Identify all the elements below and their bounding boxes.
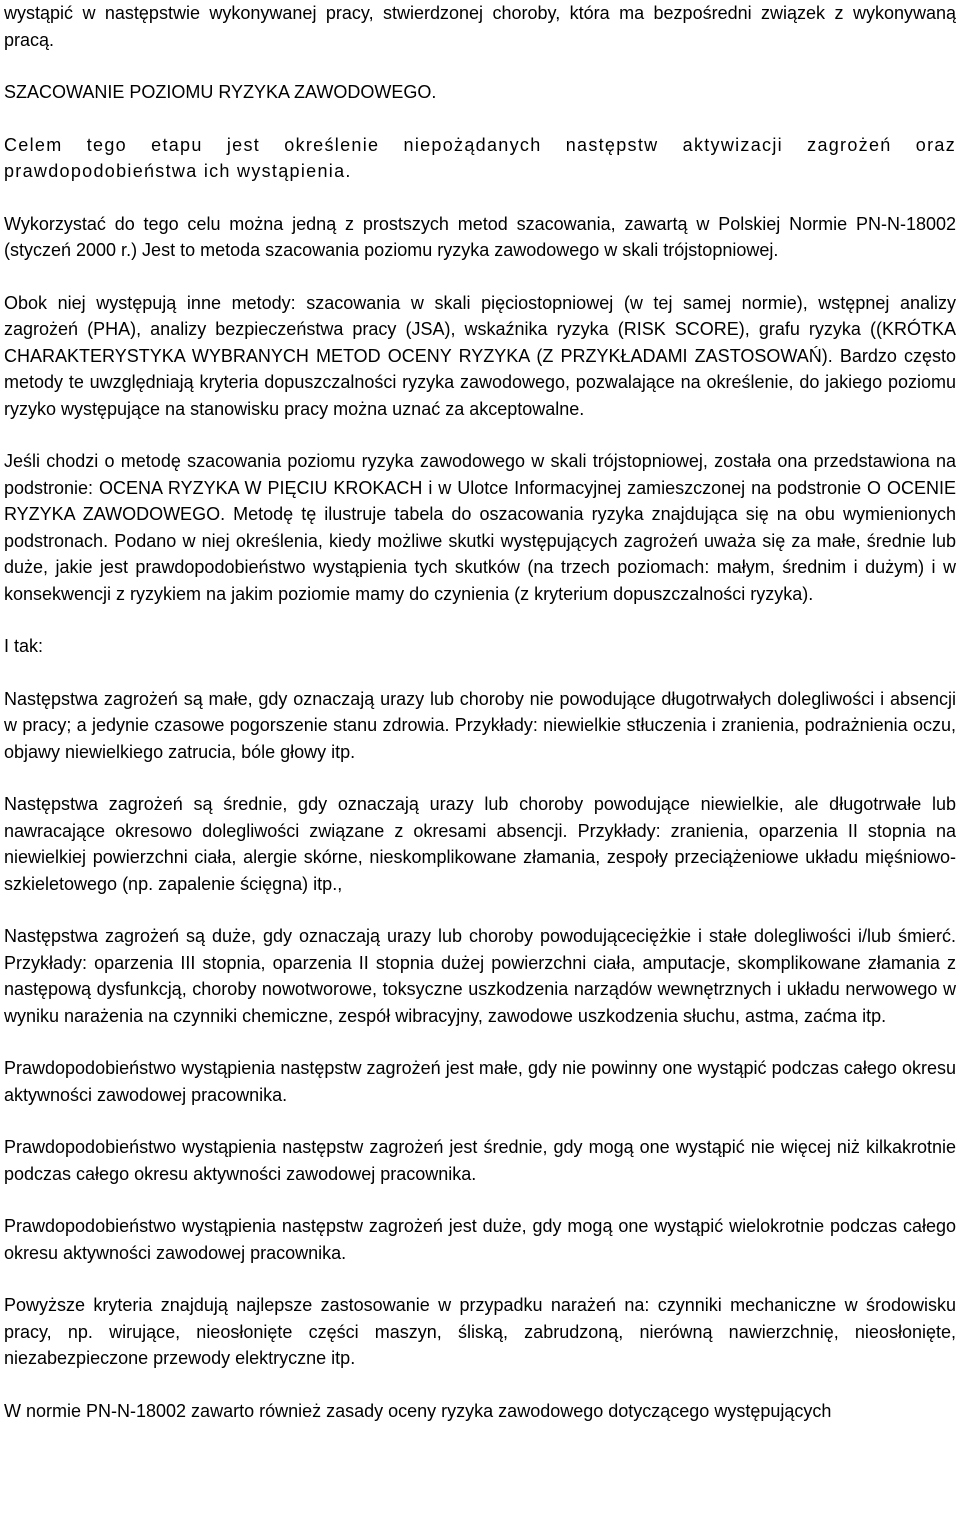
paragraph-consequences-medium: Następstwa zagrożeń są średnie, gdy oznaczają urazy lub choroby powodujące niewielkie, ale długotrwałe lub nawracające okresowo dolegliwości związane z okresami absencji. Przykłady: zranienia, oparzenia II stopnia na niewielkiej powierzchni ciała, alergie skórne, nieskomplikowane złamania, zespoły przeciążeniowe układu mięśniowo-szkieletowego (np. zapalenie ścięgna) itp.,	[4, 794, 956, 894]
paragraph-gap	[4, 264, 956, 290]
paragraph-method: Wykorzystać do tego celu można jedną z prostszych metod szacowania, zawartą w Polskiej Normie PN-N-18002 (styczeń 2000 r.) Jest to metoda szacowania poziomu ryzyka zawodowego w skali trójstopniowej.	[4, 213, 956, 260]
paragraph-gap	[4, 185, 956, 211]
section-heading: SZACOWANIE POZIOMU RYZYKA ZAWODOWEGO.	[4, 82, 437, 102]
paragraph-i-tak: I tak:	[4, 636, 44, 656]
paragraph-gap	[4, 422, 956, 448]
paragraph-standard-note: W normie PN-N-18002 zawarto również zasady oceny ryzyka zawodowego dotyczącego występujących	[4, 1400, 832, 1421]
paragraph-criteria-application: Powyższe kryteria znajdują najlepsze zastosowanie w przypadku narażeń na: czynniki mechaniczne w środowisku pracy, np. wirujące, nieosłonięte części maszyn, śliską, zabrudzoną, nierówną nawierzchnię, nieosłonięte, niezabezpieczone przewody elektryczne itp.	[4, 1295, 956, 1368]
paragraph-gap	[4, 1187, 956, 1213]
paragraph-gap	[4, 607, 956, 633]
paragraph-continuation: wystąpić w następstwie wykonywanej pracy, stwierdzonej choroby, która ma bezpośredni związek z wykonywaną pracą.	[4, 3, 956, 50]
paragraph-probability-large: Prawdopodobieństwo wystąpienia następstw zagrożeń jest duże, gdy mogą one wystąpić wielokrotnie podczas całego okresu aktywności zawodowej pracownika.	[4, 1216, 956, 1263]
paragraph-gap	[4, 1029, 956, 1055]
paragraph-gap	[4, 1266, 956, 1292]
paragraph-three-level: Jeśli chodzi o metodę szacowania poziomu ryzyka zawodowego w skali trójstopniowej, została ona przedstawiona na podstronie: OCENA RYZYKA W PIĘCIU KROKACH i w Ulotce Informacyjnej zamieszczonej na podstronie O OCENIE RYZYKA ZAWODOWEGO. Metodę tę ilustruje tabela do oszacowania ryzyka znajdująca się na obu wymienionych podstronach. Podano w niej określenia, kiedy możliwe skutki występujących zagrożeń uważa się za małe, średnie lub duże, jakie jest prawdopodobieństwo wystąpienia tych skutków (na trzech poziomach: małym, średnim i dużym) i w konsekwencji z ryzykiem na jakim poziomie mamy do czynienia (z kryterium dopuszczalności ryzyka).	[4, 451, 956, 604]
document-page	[4, 0, 956, 1527]
paragraph-probability-medium: Prawdopodobieństwo wystąpienia następstw zagrożeń jest średnie, gdy mogą one wystąpić nie więcej niż kilkakrotnie podczas całego okresu aktywności zawodowej pracownika.	[4, 1137, 956, 1184]
paragraph-consequences-small: Następstwa zagrożeń są małe, gdy oznaczają urazy lub choroby nie powodujące długotrwałych dolegliwości i absencji w pracy; a jedynie czasowe pogorszenie stanu zdrowia. Przykłady: niewielkie stłuczenia i zranienia, podrażnienia oczu, objawy niewielkiego zatrucia, bóle głowy itp.	[4, 688, 956, 762]
paragraph-gap	[4, 53, 956, 79]
paragraph-gap	[4, 1372, 956, 1398]
paragraph-consequences-large: Następstwa zagrożeń są duże, gdy oznaczają urazy lub choroby powodująceciężkie i stałe dolegliwości i/lub śmierć. Przykłady: oparzenia III stopnia, oparzenia II stopnia dużej powierzchni ciała, amputacje, skomplikowane złamania z następową dysfunkcją, choroby nowotworowe, toksyczne uszkodzenia narządów wewnętrznych i układu nerwowego w wyniku narażenia na czynniki chemiczne, zespół wibracyjny, zawodowe uszkodzenia słuchu, astma, zaćma itp.	[4, 926, 956, 1026]
paragraph-other-methods: Obok niej występują inne metody: szacowania w skali pięciostopniowej (w tej samej normie), wstępnej analizy zagrożeń (PHA), analizy bezpieczeństwa pracy (JSA), wskaźnika ryzyka (RISK SCORE), grafu ryzyka ((KRÓTKA CHARAKTERYSTYKA WYBRANYCH METOD OCENY RYZYKA (Z PRZYKŁADAMI ZASTOSOWAŃ). Bardzo często metody te uwzględniają kryteria dopuszczalności ryzyka zawodowego, pozwalające na określenie, do jakiego poziomu ryzyko występujące na stanowisku pracy można uznać za akceptowalne.	[4, 292, 956, 419]
paragraph-gap	[4, 106, 956, 132]
paragraph-gap	[4, 765, 956, 791]
paragraph-probability-small: Prawdopodobieństwo wystąpienia następstw zagrożeń jest małe, gdy nie powinny one wystąpić podczas całego okresu aktywności zawodowej pracownika.	[4, 1058, 956, 1105]
paragraph-gap	[4, 660, 956, 686]
paragraph-gap	[4, 1108, 956, 1134]
paragraph-goal: Celem tego etapu jest określenie niepożądanych następstw aktywizacji zagrożeń oraz prawdopodobieństwa ich wystąpienia.	[4, 134, 956, 181]
paragraph-gap	[4, 897, 956, 923]
